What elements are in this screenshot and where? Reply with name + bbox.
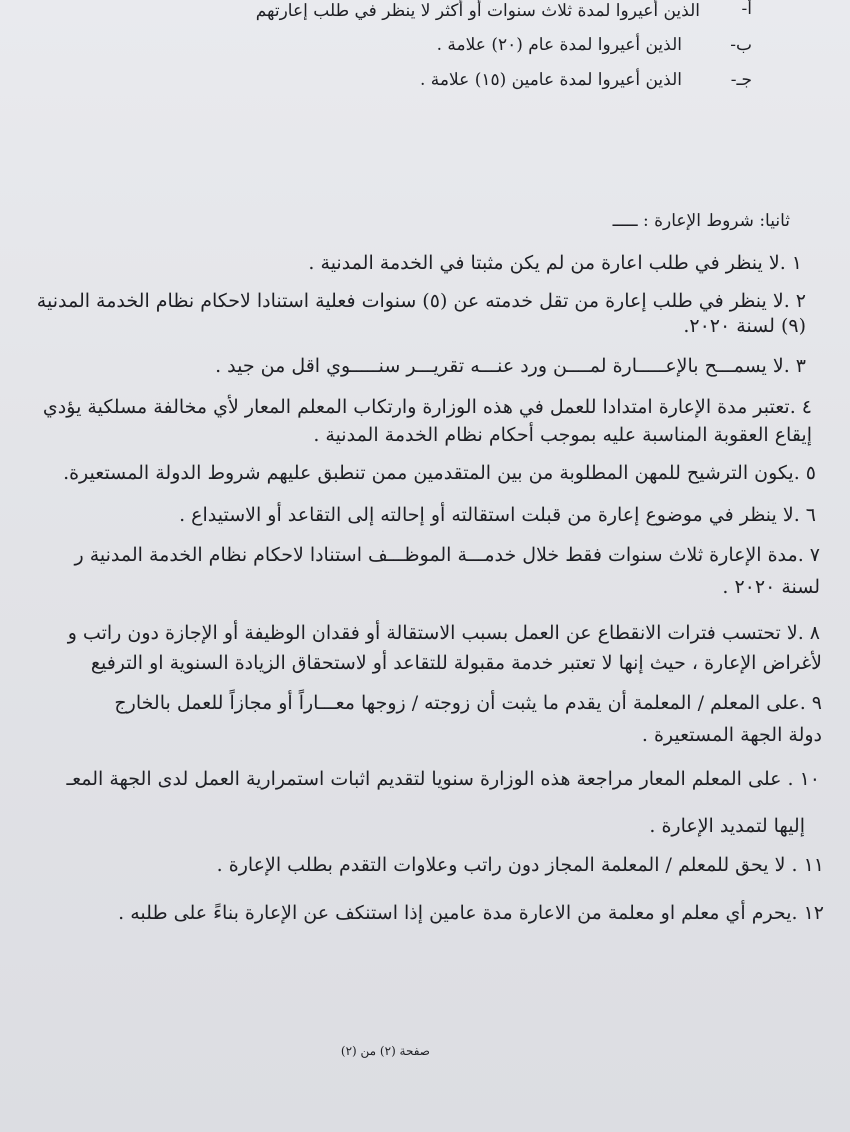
- condition-line: ٤ .تعتبر مدة الإعارة امتدادا للعمل في هذه الوزارة وارتكاب المعلم المعار لأي مخالفة مسلكية يؤدي: [42, 396, 812, 418]
- condition-line: ١١ . لا يحق للمعلم / المعلمة المجاز دون راتب وعلاوات التقدم بطلب الإعارة .: [216, 854, 824, 876]
- condition-line: لأغراض الإعارة ، حيث إنها لا تعتبر خدمة مقبولة للتقاعد أو لاستحقاق الزيادة السنوية او الترفيع: [90, 652, 822, 674]
- item-b-label: ب-: [730, 35, 752, 55]
- condition-line: ٩ .على المعلم / المعلمة أن يقدم ما يثبت أن زوجته / زوجها معـــاراً أو مجازاً للعمل بالخارج: [114, 692, 822, 714]
- condition-line: لسنة ٢٠٢٠ .: [722, 576, 820, 598]
- condition-line: ٨ .لا تحتسب فترات الانقطاع عن العمل بسبب الاستقالة أو فقدان الوظيفة أو الإجازة دون راتب و: [67, 622, 820, 644]
- condition-line: ٥ .يكون الترشيح للمهن المطلوبة من بين المتقدمين ممن تنطبق عليهم شروط الدولة المستعيرة.: [63, 462, 816, 484]
- item-c-label: جـ-: [730, 70, 752, 90]
- condition-line: (٩) لسنة ٢٠٢٠.: [683, 315, 806, 337]
- page-number: صفحة (٢) من (٢): [340, 1044, 430, 1058]
- condition-line: ١ .لا ينظر في طلب اعارة من لم يكن مثبتا في الخدمة المدنية .: [308, 252, 802, 274]
- condition-line: ١٢ .يحرم أي معلم او معلمة من الاعارة مدة عامين إذا استنكف عن الإعارة بناءً على طلبه .: [118, 902, 824, 924]
- condition-line: دولة الجهة المستعيرة .: [641, 724, 822, 746]
- condition-line: إليها لتمديد الإعارة .: [649, 815, 805, 837]
- condition-line: إيقاع العقوبة المناسبة عليه بموجب أحكام نظام الخدمة المدنية .: [313, 424, 812, 446]
- item-a-text: الذين أعيروا لمدة ثلاث سنوات أو أكثر لا ينظر في طلب إعارتهم: [255, 1, 700, 21]
- item-a-label: أ-: [741, 0, 752, 19]
- item-b-text: الذين أعيروا لمدة عام (٢٠) علامة .: [436, 35, 682, 55]
- condition-line: ٢ .لا ينظر في طلب إعارة من تقل خدمته عن (٥) سنوات فعلية استنادا لاحكام نظام الخدمة المدنية: [36, 290, 806, 312]
- condition-line: ١٠ . على المعلم المعار مراجعة هذه الوزارة سنويا لتقديم اثبات استمرارية العمل لدى الجهة المعـ: [66, 768, 820, 790]
- condition-line: ٣ .لا يسمـــح بالإعـــــارة لمــــن ورد عنـــه تقريـــر سنـــــوي اقل من جيد .: [215, 355, 806, 377]
- section-heading: ثانيا: شروط الإعارة : ـــــ: [612, 211, 790, 231]
- item-c-text: الذين أعيروا لمدة عامين (١٥) علامة .: [419, 70, 682, 90]
- condition-line: ٧ .مدة الإعارة ثلاث سنوات فقط خلال خدمـــة الموظـــف استنادا لاحكام نظام الخدمة المدنية ر: [74, 544, 820, 566]
- condition-line: ٦ .لا ينظر في موضوع إعارة من قبلت استقالته أو إحالته إلى التقاعد أو الاستيداع .: [179, 504, 816, 526]
